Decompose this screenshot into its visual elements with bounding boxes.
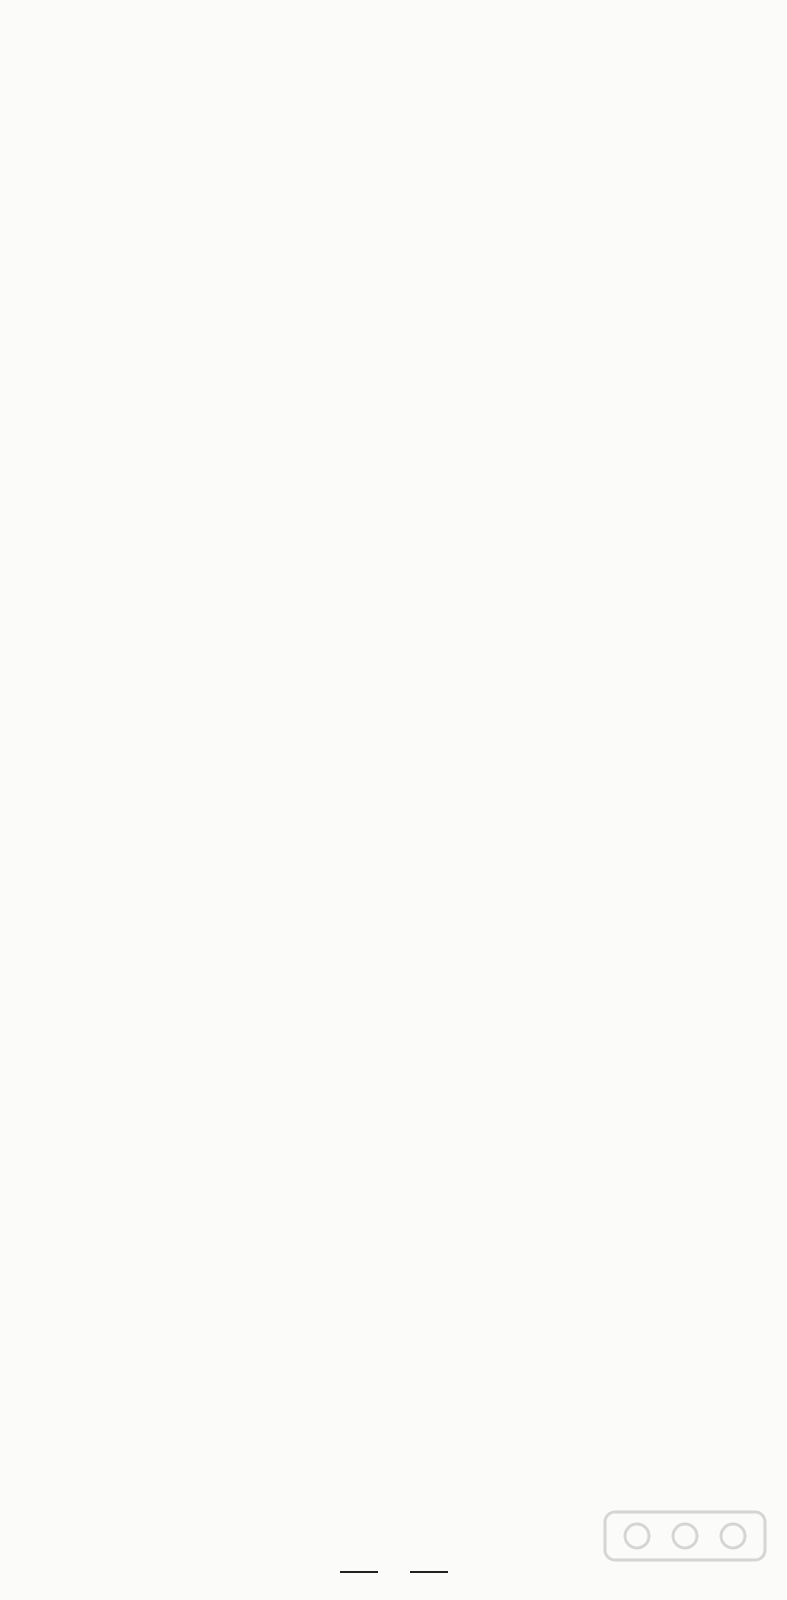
section-4-intro [32, 521, 747, 545]
passage-line [32, 593, 747, 617]
written-answers-heading [32, 859, 747, 883]
dash-right [410, 1571, 448, 1573]
passage-line [32, 617, 747, 641]
dialog-2-line [32, 231, 747, 255]
dialog-2-line [32, 448, 747, 472]
dialog-2-line [32, 352, 747, 376]
watermark-logo [597, 1508, 773, 1596]
dialog-2-line [32, 328, 747, 352]
answer-page [32, 38, 747, 883]
passage-line [32, 811, 747, 835]
dialog-2-line [32, 255, 747, 279]
section-3-heading [32, 38, 747, 62]
passage-line [32, 786, 747, 810]
passage-line [32, 569, 747, 593]
passage-line [32, 642, 747, 666]
dialog-2-line [32, 304, 747, 328]
section-4-heading [32, 497, 747, 521]
dialog-2-line [32, 424, 747, 448]
passage-line [32, 762, 747, 786]
dialog-2-line [32, 400, 747, 424]
dialog-2-line [32, 473, 747, 497]
passage-line [32, 714, 747, 738]
dialog-2-line [32, 279, 747, 303]
dialog-1-line [32, 183, 747, 207]
dash-left [340, 1571, 378, 1573]
passage-line [32, 690, 747, 714]
listening-answers-heading [32, 835, 747, 859]
dialog-1-line [32, 159, 747, 183]
dialog-1-prompt [32, 86, 747, 110]
passage-line [32, 738, 747, 762]
passage-line [32, 545, 747, 569]
dialog-1-line [32, 110, 747, 134]
dialog-2-prompt [32, 207, 747, 231]
dialog-2-line [32, 376, 747, 400]
section-3-intro [32, 62, 747, 86]
section-5-heading [32, 666, 747, 690]
dialog-1-line [32, 135, 747, 159]
